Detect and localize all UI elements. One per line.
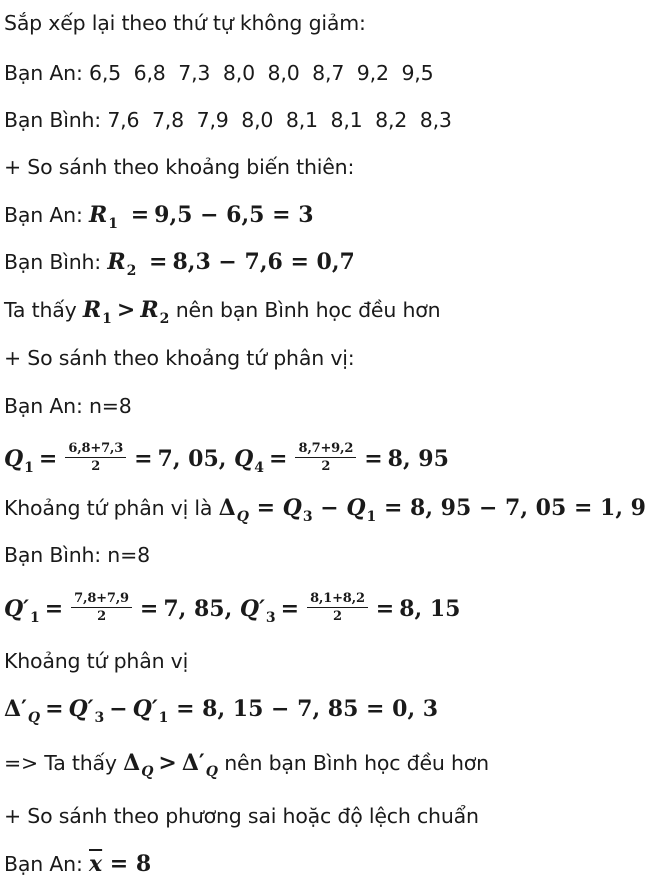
binh-n: Bạn Bình: n=8	[4, 543, 150, 567]
binh-sorted-scores	[4, 106, 452, 134]
binh-quartiles: $Q'_1$ = $\frac{7,8+7,9}{2}$ = 7, 85, $Q'_3$ = $\frac{8,1+8,2}{2}$ = 8, 15	[4, 591, 461, 626]
an-mean: Bạn An: $\overline{x} = 8$	[4, 851, 152, 877]
an-n: Bạn An: n=8	[4, 394, 132, 418]
fraction: $\frac{8,1+8,2}{2}$	[307, 591, 368, 624]
variance-heading: + So sánh theo phương sai hoặc độ lệch chuẩn	[4, 804, 479, 828]
an-iqr: Khoảng tứ phân vị là $\Delta_Q = Q_3 - Q_1 = 8$, 95 − 7, 05 = 1, 9	[4, 495, 646, 525]
binh-range	[4, 248, 355, 279]
iqr-heading: + So sánh theo khoảng tứ phân vị:	[4, 346, 355, 370]
an-sorted-scores	[4, 59, 433, 87]
binh-iqr-label: Khoảng tứ phân vị	[4, 649, 189, 673]
values: 7,6 7,8 7,9 8,0 8,1 8,1 8,2 8,3	[107, 108, 452, 132]
values: 6,5 6,8 7,3 8,0 8,0 8,7 9,2 9,5	[89, 61, 434, 85]
sort-heading: Sắp xếp lại theo thứ tự không giảm:	[4, 11, 366, 35]
label: Bạn Bình:	[4, 250, 101, 274]
range-conclusion: Ta thấy $R_1 > R_2$ nên bạn Bình học đều hơn	[4, 297, 441, 327]
label: Bạn An:	[4, 203, 83, 227]
an-quartiles: $Q_1$ = $\frac{6,8+7,3}{2}$ = 7, 05, $Q_4$ = $\frac{8,7+9,2}{2}$ = 8, 95	[4, 441, 449, 476]
range-formula: $R_1 = 9,5 - 6,5 = 3$	[89, 202, 314, 232]
range-formula: $R_2 = 8,3 - 7,6 = 0,7$	[107, 249, 355, 279]
an-range	[4, 201, 314, 232]
binh-iqr: $\Delta'_Q = Q'_3 - Q'_1 = 8$, 15 − 7, 85 = 0, 3	[4, 696, 439, 726]
fraction: $\frac{7,8+7,9}{2}$	[71, 591, 132, 624]
label: Bạn An:	[4, 61, 83, 85]
range-heading: + So sánh theo khoảng biến thiên:	[4, 155, 355, 179]
fraction: $\frac{6,8+7,3}{2}$	[65, 441, 126, 474]
iqr-conclusion: => Ta thấy $\Delta_Q > \Delta'_Q$ nên bạn Bình học đều hơn	[4, 750, 489, 780]
fraction: $\frac{8,7+9,2}{2}$	[295, 441, 356, 474]
label: Bạn Bình:	[4, 108, 101, 132]
